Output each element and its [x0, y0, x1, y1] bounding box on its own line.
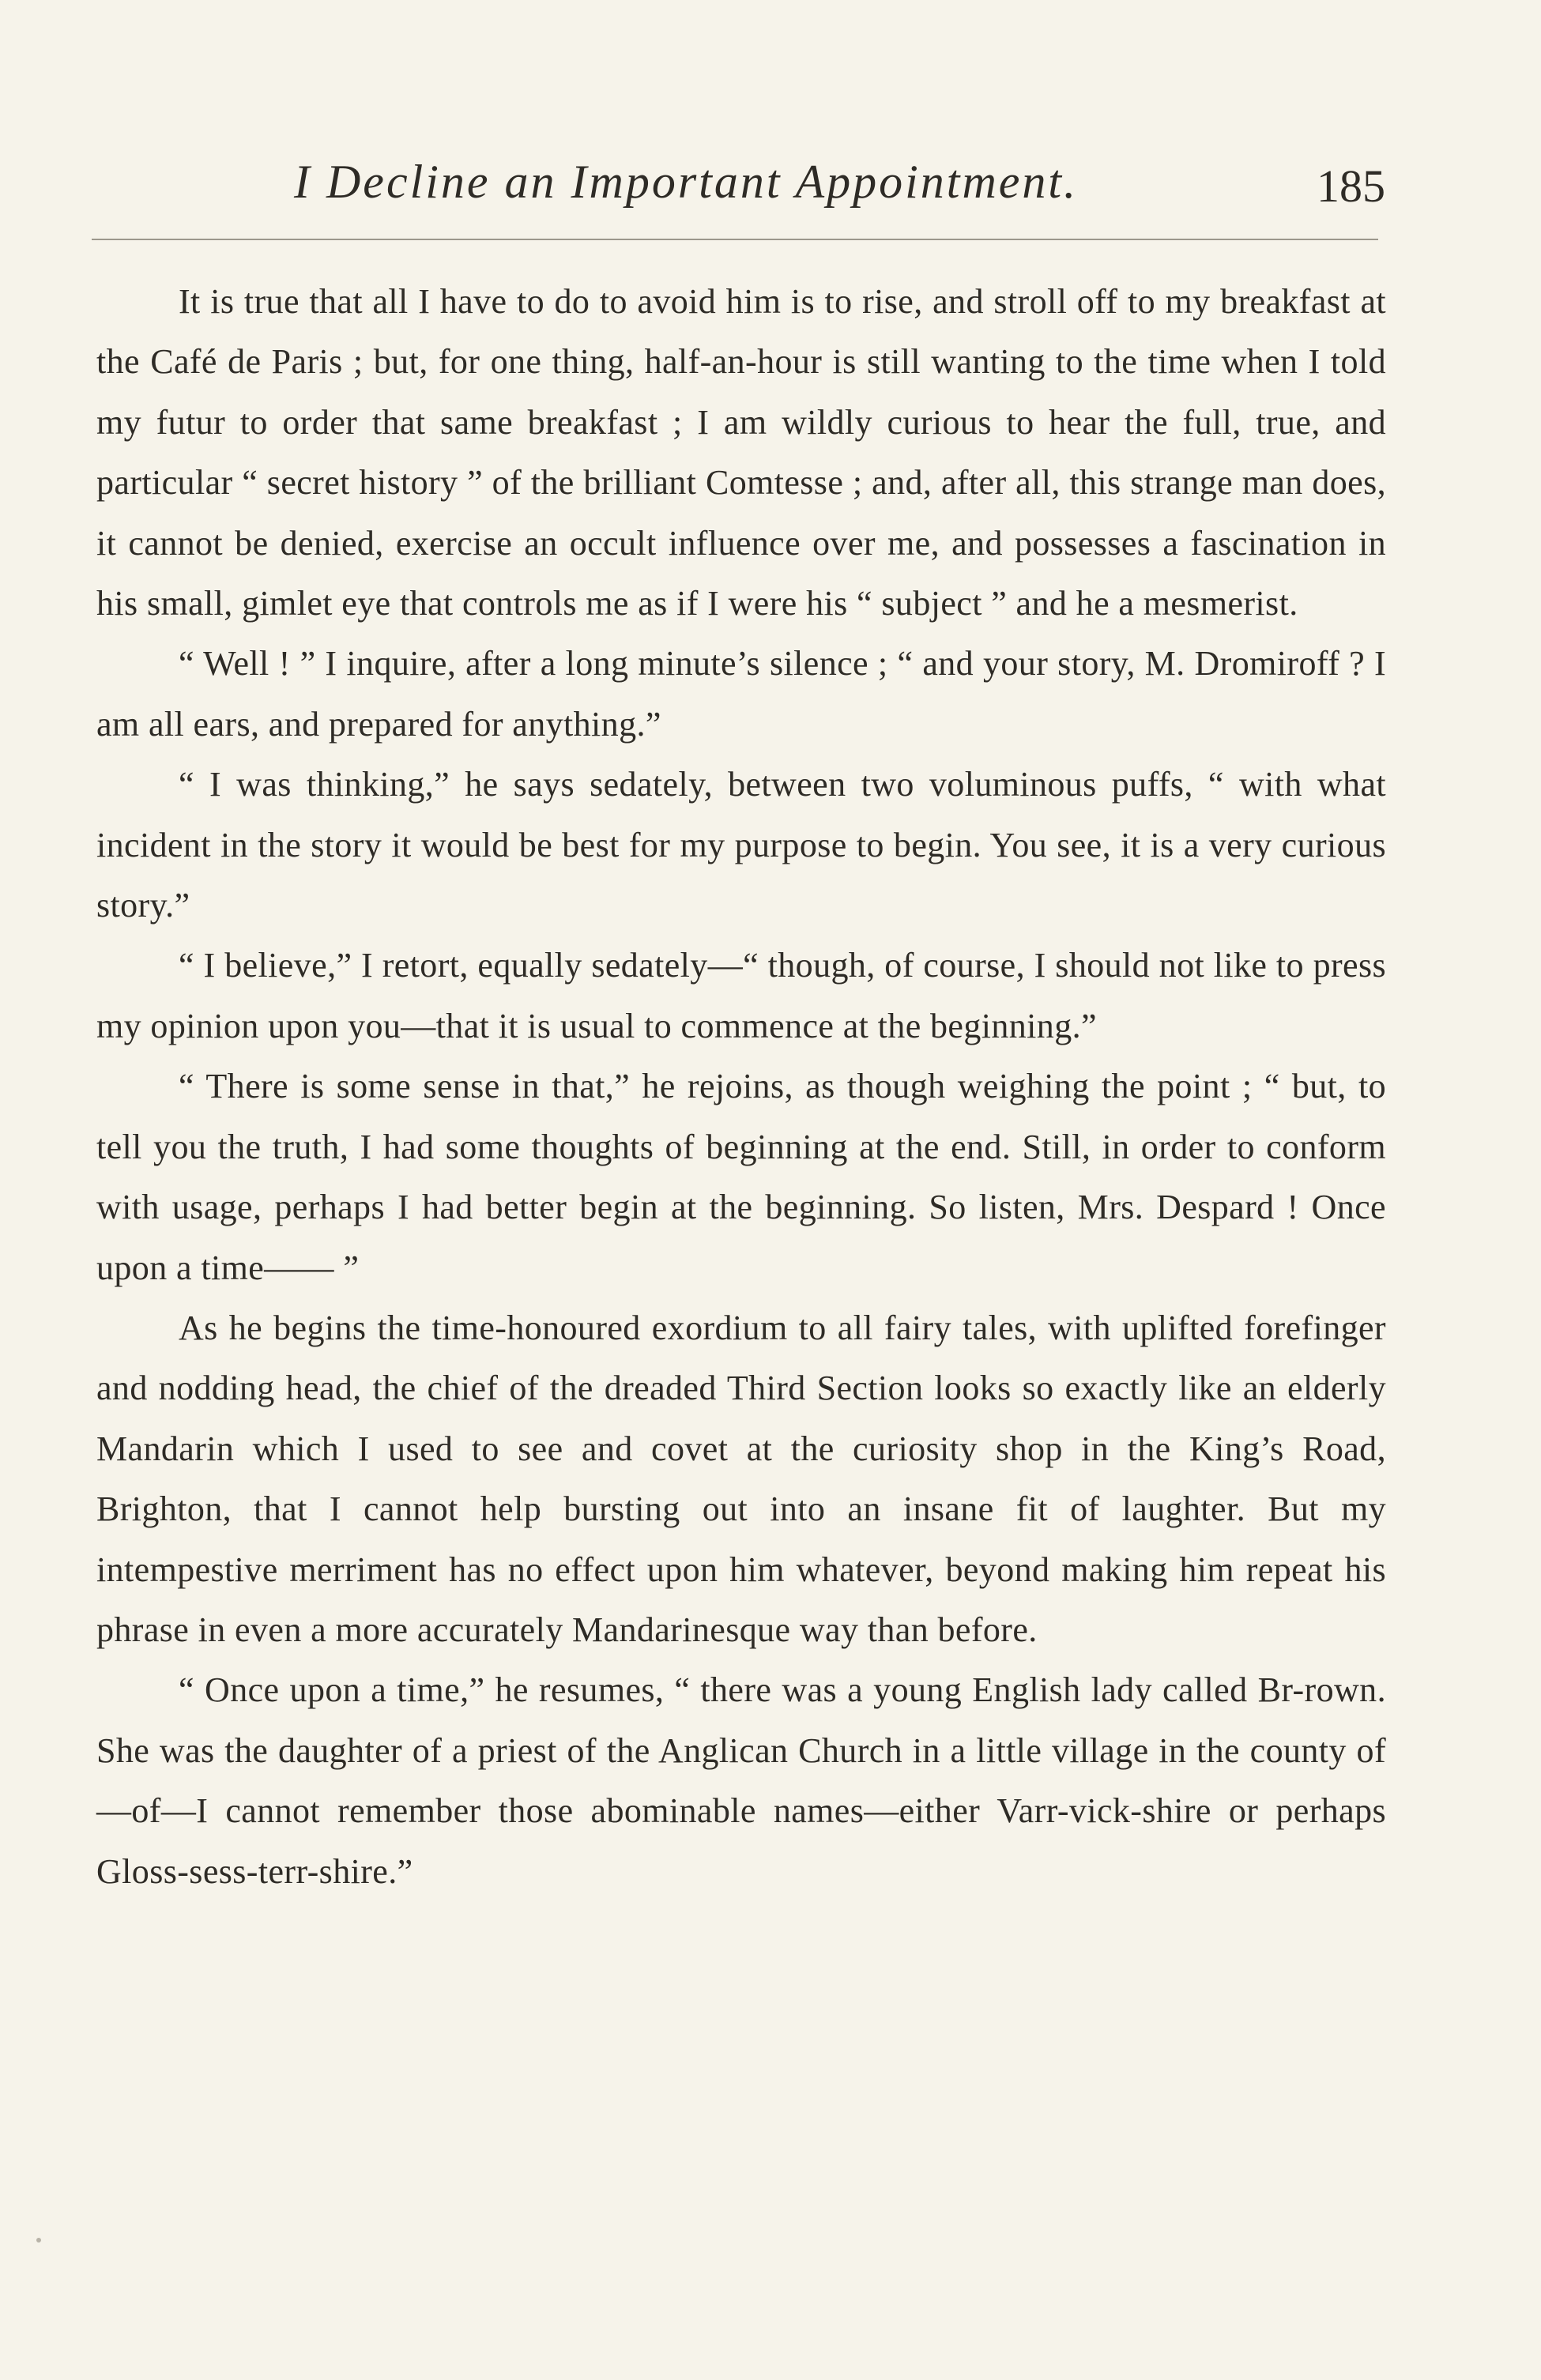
paragraph: “ There is some sense in that,” he rejoins, as though weighing the point ; “ but, to tell you the truth, I had some thoughts of beginning at the end. Still, in order to conform with usage, perhaps I had better begin at the beginning. So listen, Mrs. Despard ! Once upon a time—— ”: [96, 1067, 1386, 1287]
paragraph: “ Once upon a time,” he resumes, “ there was a young English lady called Br-rown. She was the daughter of a priest of the Anglican Church in a little village in the county of—of—I cannot remember those abominable names—either Varr-vick-shire or perhaps Gloss-sess-terr-shire.”: [96, 1670, 1386, 1891]
body-text: [96, 272, 1386, 1902]
paragraph: It is true that all I have to do to avoid him is to rise, and stroll off to my breakfast at the Café de Paris ; but, for one thing, half-an-hour is still wanting to the time when I told my futur to order that same breakfast ; I am wildly curious to hear the full, true, and particular “ secret history ” of the brilliant Comtesse ; and, after all, this strange man does, it cannot be denied, exercise an occult influence over me, and possesses a fascination in his small, gimlet eye that controls me as if I were his “ subject ” and he a mesmerist.: [96, 282, 1386, 623]
paragraph: As he begins the time-honoured exordium to all fairy tales, with uplifted forefinger and nodding head, the chief of the dreaded Third Section looks so exactly like an elderly Mandarin which I used to see and covet at the curiosity shop in the King’s Road, Brighton, that I cannot help bursting out into an insane fit of laughter. But my intempestive merriment has no effect upon him whatever, beyond making him repeat his phrase in even a more accurately Mandarinesque way than before.: [96, 1308, 1386, 1649]
header-rule: [92, 239, 1378, 240]
chapter-title: I Decline an Important Appointment.: [294, 156, 1079, 208]
paragraph: “ I believe,” I retort, equally sedately—“ though, of course, I should not like to press my opinion upon you—that it is usual to commence at the beginning.”: [96, 946, 1386, 1045]
paper-speck: [36, 2238, 41, 2243]
paragraph: “ Well ! ” I inquire, after a long minute’s silence ; “ and your story, M. Dromiroff ? I am all ears, and prepared for anything.”: [96, 644, 1386, 744]
page-number: 185: [1317, 160, 1385, 212]
paragraph: “ I was thinking,” he says sedately, between two voluminous puffs, “ with what incident in the story it would be best for my purpose to begin. You see, it is a very curious story.”: [96, 765, 1386, 925]
running-head: [0, 150, 1541, 221]
